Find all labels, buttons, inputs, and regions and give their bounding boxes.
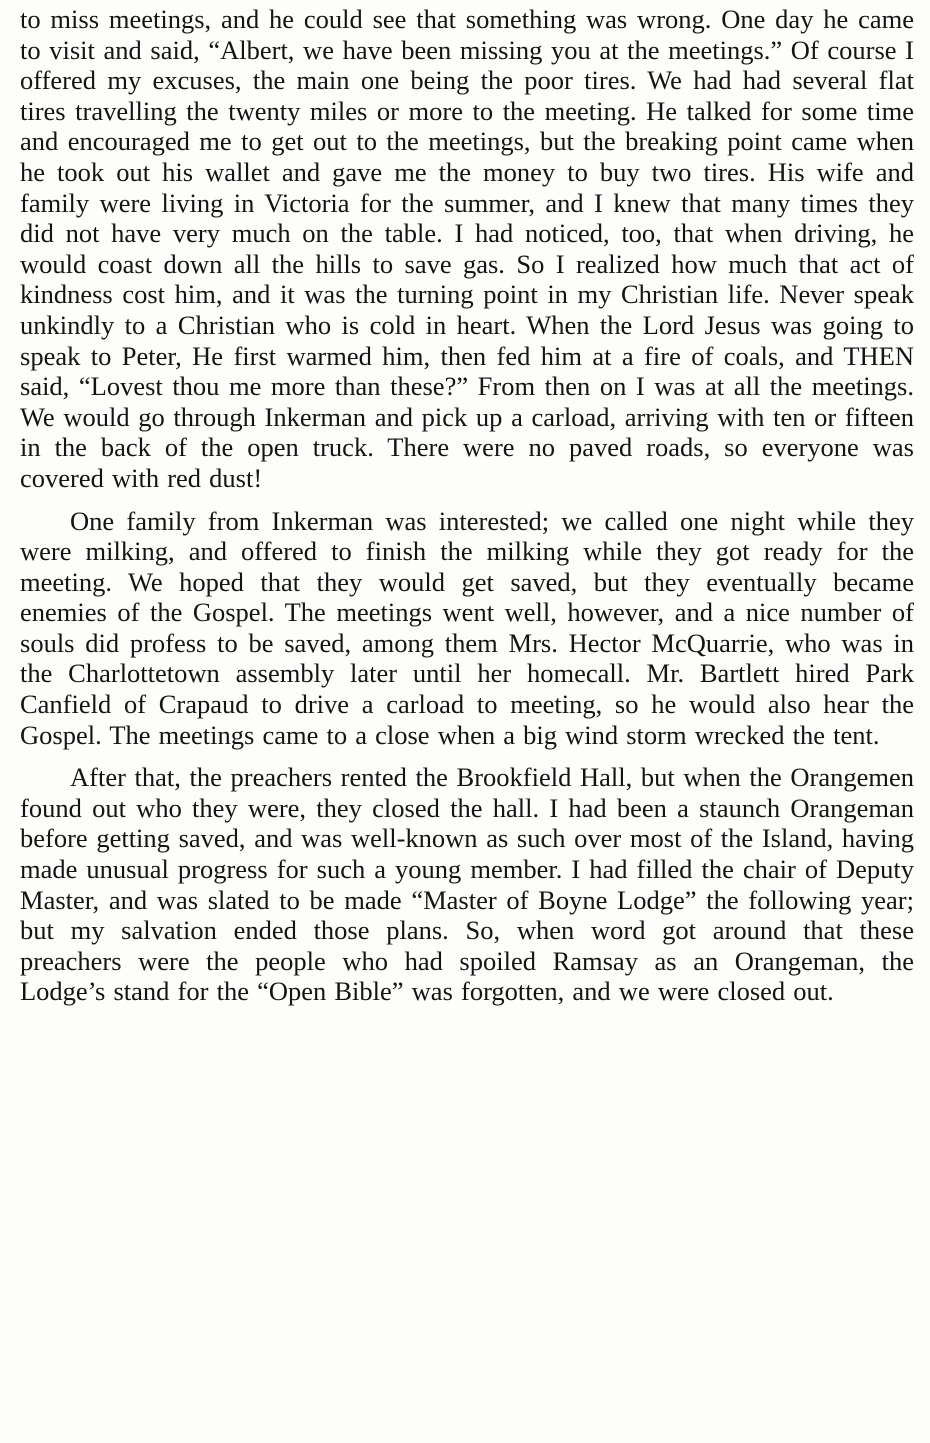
text-block [20, 4, 914, 1007]
paragraph: One family from Inkerman was interested; we called one night while they were milking, and offered to finish the milking while they got ready for the meeting. We hoped that they would get saved, but they eventually became enemies of the Gospel. The meetings went well, however, and a nice number of souls did profess to be saved, among them Mrs. Hector McQuarrie, who was in the Charlottetown assembly later until her homecall. Mr. Bartlett hired Park Canfield of Crapaud to drive a carload to meeting, so he would also hear the Gospel. The meetings came to a close when a big wind storm wrecked the tent. [20, 505, 914, 750]
paragraph-continuation: to miss meetings, and he could see that something was wrong. One day he came to visit and said, “Albert, we have been missing you at the meetings.” Of course I offered my excuses, the main one being the poor tires. We had had several flat tires travelling the twenty miles or more to the meeting. He talked for some time and encouraged me to get out to the meetings, but the breaking point came when he took out his wallet and gave me the money to buy two tires. His wife and family were living in Victoria for the summer, and I knew that many times they did not have very much on the table. I had noticed, too, that when driving, he would coast down all the hills to save gas. So I realized how much that act of kindness cost him, and it was the turning point in my Christian life. Never speak unkindly to a Christian who is cold in heart. When the Lord Jesus was going to speak to Peter, He first warmed him, then fed him at a fire of coals, and THEN said, “Lovest thou me more than these?” From then on I was at all the meetings. We would go through Inkerman and pick up a carload, arriving with ten or fifteen in the back of the open truck. There were no paved roads, so everyone was covered with red dust! [20, 4, 914, 493]
paragraph: After that, the preachers rented the Brookfield Hall, but when the Orangemen found out who they were, they closed the hall. I had been a staunch Orangeman before getting saved, and was well-known as such over most of the Island, having made unusual progress for such a young member. I had filled the chair of Deputy Master, and was slated to be made “Master of Boyne Lodge” the following year; but my salvation ended those plans. So, when word got around that these preachers were the people who had spoiled Ramsay as an Orangeman, the Lodge’s stand for the “Open Bible” was forgotten, and we were closed out. [20, 762, 914, 1007]
